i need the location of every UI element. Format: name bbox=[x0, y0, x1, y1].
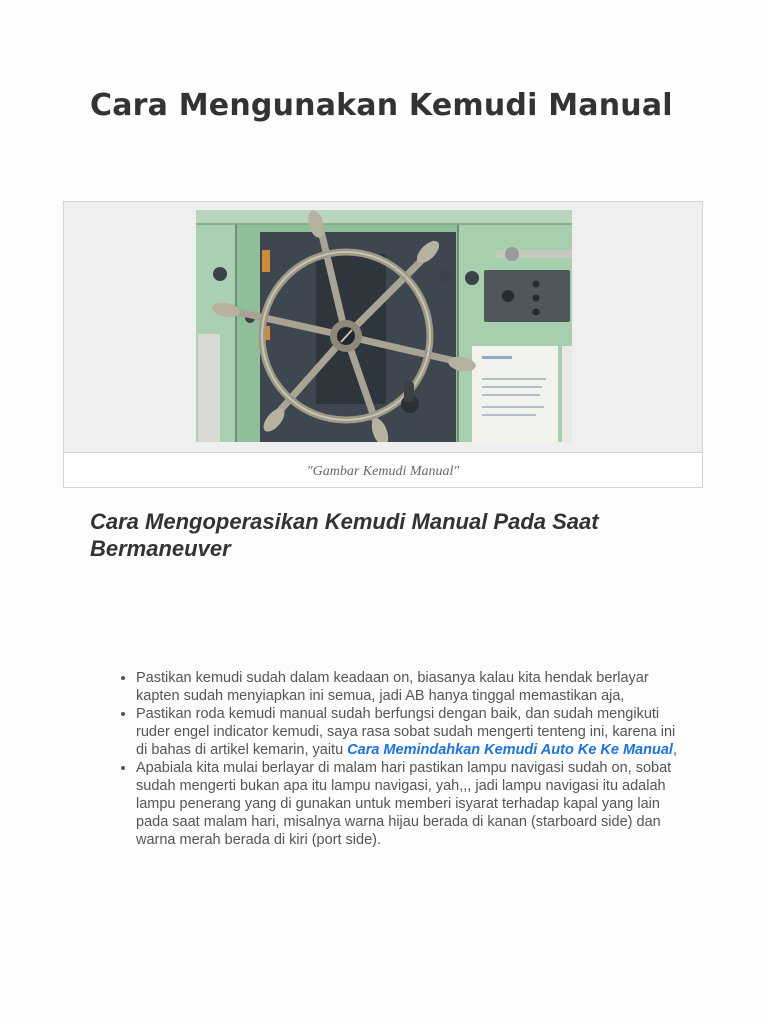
list-item bbox=[136, 759, 680, 849]
page-title: Cara Mengunakan Kemudi Manual bbox=[90, 88, 673, 123]
list-item bbox=[136, 669, 680, 705]
list-item-text: Pastikan roda kemudi manual sudah berfungsi dengan baik, dan sudah mengikuti ruder engel indicator kemudi, saya rasa sobat sudah mengerti tenteng ini, karena ini di bahas di artikel kemarin, yaitu bbox=[136, 706, 676, 758]
list-item bbox=[136, 705, 680, 759]
figure-image-area bbox=[64, 202, 702, 453]
article-link[interactable]: Cara Memindahkan Kemudi Auto Ke Ke Manual bbox=[347, 742, 673, 758]
instruction-list bbox=[90, 669, 680, 849]
section-heading: Cara Mengoperasikan Kemudi Manual Pada Saat Bermaneuver bbox=[90, 509, 599, 561]
steering-wheel-photo bbox=[196, 210, 572, 442]
figure-caption: "Gambar Kemudi Manual" bbox=[306, 464, 460, 479]
figure bbox=[63, 201, 703, 488]
list-item-text: Apabiala kita mulai berlayar di malam hari pastikan lampu navigasi sudah on, sobat sudah mengerti bukan apa itu lampu navigasi, yah,,, jadi lampu navigasi itu adalah lampu penerang yang di gunakan untuk memberi isyarat terhadap kapal yang lain pada saat malam hari, misalnya warna hijau berada di kanan (starboard side) dan warna merah berada di kiri (port side). bbox=[136, 760, 672, 848]
list-item-text: Pastikan kemudi sudah dalam keadaan on, biasanya kalau kita hendak berlayar kapten sudah menyiapkan ini semua, jadi AB hanya tinggal memastikan aja, bbox=[136, 670, 649, 704]
list-item-text-suffix: , bbox=[672, 742, 677, 758]
